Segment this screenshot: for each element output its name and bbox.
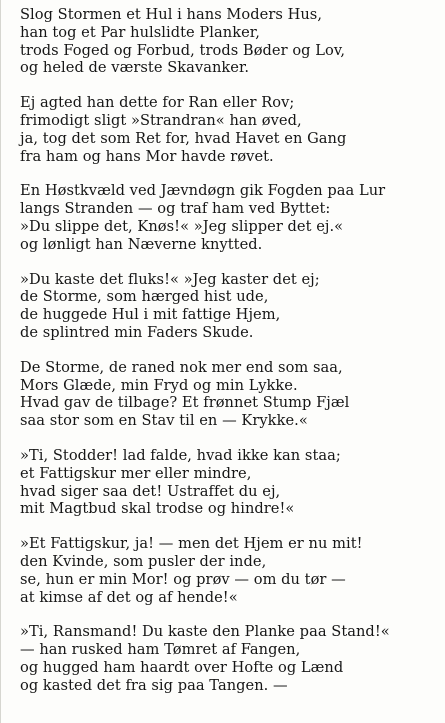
verse-line: og heled de værste Skavanker. bbox=[20, 59, 250, 77]
verse-line: Slog Stormen et Hul i hans Moders Hus, bbox=[20, 6, 323, 23]
verse-line: de splintred min Faders Skude. bbox=[20, 323, 254, 341]
stanza-5 bbox=[20, 359, 440, 430]
stanza-7 bbox=[20, 535, 440, 606]
verse-line: »Ti, Stodder! lad falde, hvad ikke kan staa; bbox=[20, 446, 341, 464]
verse-line: — han rusked ham Tømret af Fangen, bbox=[20, 641, 301, 659]
verse-line: han tog et Par hulslidte Planker, bbox=[20, 23, 260, 41]
verse-line: fra ham og hans Mor havde røvet. bbox=[20, 147, 274, 165]
verse-line: Hvad gav de tilbage? Et frønnet Stump Fjæl bbox=[20, 394, 350, 412]
verse-line: »Et Fattigskur, ja! — men det Hjem er nu mit! bbox=[20, 535, 363, 553]
verse-line: Mors Glæde, min Fryd og min Lykke. bbox=[20, 376, 298, 394]
verse-line: og lønligt han Næverne knytted. bbox=[20, 235, 263, 253]
stanza-4 bbox=[20, 271, 440, 342]
verse-line: hvad siger saa det! Ustraffet du ej, bbox=[20, 482, 281, 500]
verse-line: trods Foged og Forbud, trods Bøder og Lov, bbox=[20, 41, 346, 59]
poem-text bbox=[20, 6, 440, 695]
stanza-8 bbox=[20, 623, 440, 694]
verse-line: de huggede Hul i mit fattige Hjem, bbox=[20, 306, 281, 324]
stanza-6 bbox=[20, 447, 440, 518]
verse-line: og hugged ham haardt over Hofte og Lænd bbox=[20, 658, 344, 676]
verse-line: frimodigt sligt »Strandran« han øved, bbox=[20, 111, 302, 129]
verse-line: de Storme, som hærged hist ude, bbox=[20, 288, 269, 306]
verse-line: Ej agted han dette for Ran eller Rov; bbox=[20, 94, 295, 112]
verse-line: at kimse af det og af hende!« bbox=[20, 588, 238, 606]
verse-line: ja, tog det som Ret for, hvad Havet en Gang bbox=[20, 129, 347, 147]
stanza-3 bbox=[20, 182, 440, 253]
verse-line: De Storme, de raned nok mer end som saa, bbox=[20, 358, 343, 376]
verse-line: »Du kaste det fluks!« »Jeg kaster det ej; bbox=[20, 270, 320, 288]
verse-line: »Ti, Ransmand! Du kaste den Planke paa Stand!« bbox=[20, 623, 390, 641]
stanza-2 bbox=[20, 94, 440, 165]
verse-line: mit Magtbud skal trodse og hindre!« bbox=[20, 500, 295, 518]
verse-line: langs Stranden — og traf ham ved Byttet: bbox=[20, 200, 331, 218]
stanza-1 bbox=[20, 6, 440, 77]
verse-line: et Fattigskur mer eller mindre, bbox=[20, 464, 252, 482]
verse-line: se, hun er min Mor! og prøv — om du tør — bbox=[20, 570, 346, 588]
verse-line: den Kvinde, som pusler der inde, bbox=[20, 552, 267, 570]
verse-line: og kasted det fra sig paa Tangen. — bbox=[20, 676, 288, 694]
verse-line: En Høstkvæld ved Jævndøgn gik Fogden paa Lur bbox=[20, 182, 386, 200]
verse-line: »Du slippe det, Knøs!« »Jeg slipper det ej.« bbox=[20, 217, 344, 235]
verse-line: saa stor som en Stav til en — Krykke.« bbox=[20, 412, 308, 430]
